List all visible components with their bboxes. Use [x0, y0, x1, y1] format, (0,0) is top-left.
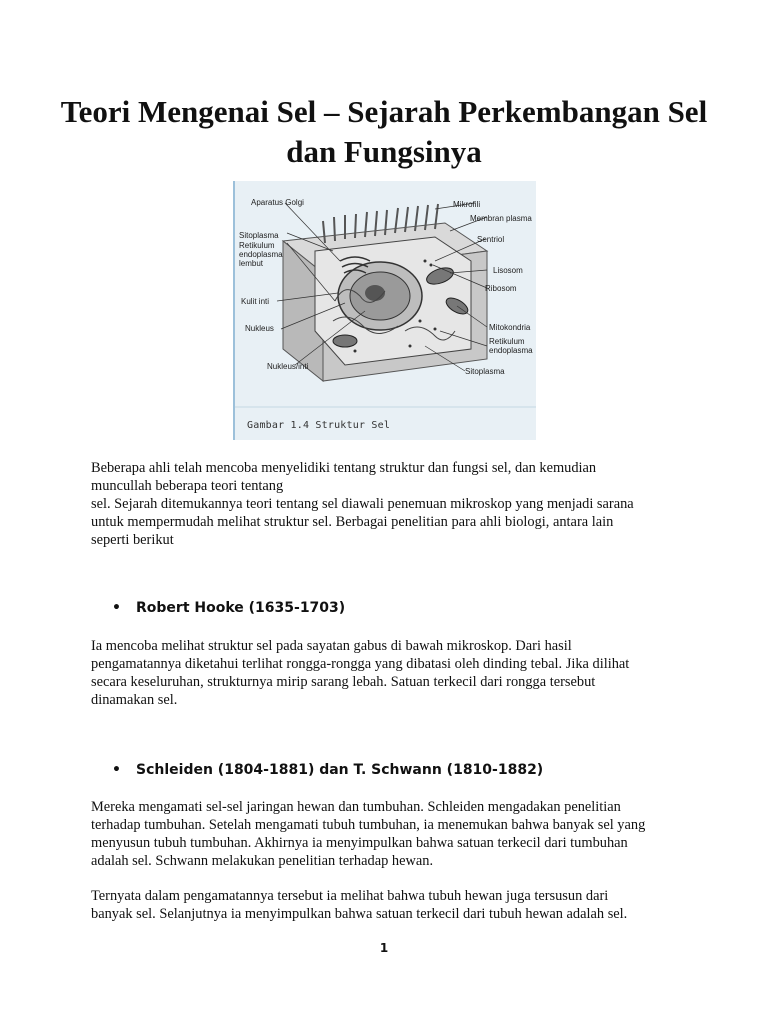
label-lisosom: Lisosom — [493, 266, 523, 275]
section-heading-text: Robert Hooke (1635-1703) — [136, 600, 346, 616]
section-heading-text: Schleiden (1804-1881) dan T. Schwann (1810-1882) — [136, 762, 544, 778]
robert-hooke-paragraph — [91, 637, 691, 709]
paragraph-line: secara keseluruhan, strukturnya mirip sarang lebah. Satuan terkecil dari rongga tersebut — [91, 674, 596, 690]
label-retikulum-lembut-1: Retikulum — [239, 241, 275, 250]
label-sitoplasma-left: Sitoplasma — [239, 231, 279, 240]
label-retikulum-right-2: endoplasma — [489, 346, 533, 355]
intro-line: sel. Sejarah ditemukannya teori tentang sel diawali penemuan mikroskop yang menjadi sarana — [91, 496, 634, 512]
paragraph-line: banyak sel. Selanjutnya ia menyimpulkan bahwa satuan terkecil dari tubuh hewan adalah sel. — [91, 906, 628, 922]
intro-paragraph — [91, 459, 691, 549]
label-nukleus-inti: Nukleus/inti — [267, 362, 309, 371]
label-retikulum-lembut-2: endoplasma — [239, 250, 283, 259]
intro-line: muncullah beberapa teori tentang — [91, 478, 284, 494]
schleiden-paragraph-1 — [91, 798, 691, 870]
figure-caption: Gambar 1.4 Struktur Sel — [247, 420, 391, 431]
label-mitokondria: Mitokondria — [489, 323, 531, 332]
paragraph-line: Ternyata dalam pengamatannya tersebut ia melihat bahwa tubuh hewan juga tersusun dari — [91, 888, 609, 904]
schleiden-paragraph-2 — [91, 887, 691, 923]
label-retikulum-lembut-3: lembut — [239, 259, 264, 268]
paragraph-line: dinamakan sel. — [91, 692, 178, 708]
paragraph-line: adalah sel. Schwann melakukan penelitian terhadap hewan. — [91, 853, 434, 869]
cell-structure-figure — [233, 181, 536, 440]
label-kulit-inti: Kulit inti — [241, 297, 270, 306]
label-membran-plasma: Membran plasma — [470, 214, 532, 223]
page-number: 1 — [379, 941, 389, 955]
label-ribosom: Ribosom — [485, 284, 517, 293]
paragraph-line: pengamatannya diketahui terlihat rongga-rongga yang dibatasi oleh dinding tebal. Jika dilihat — [91, 656, 630, 672]
paragraph-line: terhadap tumbuhan. Setelah mengamati tubuh tumbuhan, ia menemukan bahwa banyak sel yang — [91, 817, 646, 833]
section-heading-schleiden-schwann — [112, 762, 543, 778]
label-retikulum-right-1: Retikulum — [489, 337, 525, 346]
bullet-icon: • — [112, 600, 121, 616]
section-heading-robert-hooke — [112, 600, 345, 616]
cell-diagram — [235, 181, 536, 440]
label-mikrofili: Mikrofili — [453, 200, 481, 209]
bullet-icon: • — [112, 762, 121, 778]
label-sentriol: Sentriol — [477, 235, 505, 244]
label-nukleus: Nukleus — [245, 324, 274, 333]
intro-line: untuk mempermudah melihat struktur sel. Berbagai penelitian para ahli biologi, antara lain — [91, 514, 614, 530]
intro-line: seperti berikut — [91, 532, 174, 548]
paragraph-line: menyusun tubuh tumbuhan. Akhirnya ia menyimpulkan bahwa satuan terkecil dari tumbuhan — [91, 835, 628, 851]
label-aparatus-golgi: Aparatus Golgi — [251, 198, 304, 207]
label-sitoplasma-right: Sitoplasma — [465, 367, 505, 376]
paragraph-line: Ia mencoba melihat struktur sel pada sayatan gabus di bawah mikroskop. Dari hasil — [91, 638, 572, 654]
intro-line: Beberapa ahli telah mencoba menyelidiki tentang struktur dan fungsi sel, dan kemudian — [91, 460, 597, 476]
paragraph-line: Mereka mengamati sel-sel jaringan hewan dan tumbuhan. Schleiden mengadakan penelitian — [91, 799, 621, 815]
page-title: Teori Mengenai Sel – Sejarah Perkembangan Sel dan Fungsinya — [60, 94, 708, 169]
